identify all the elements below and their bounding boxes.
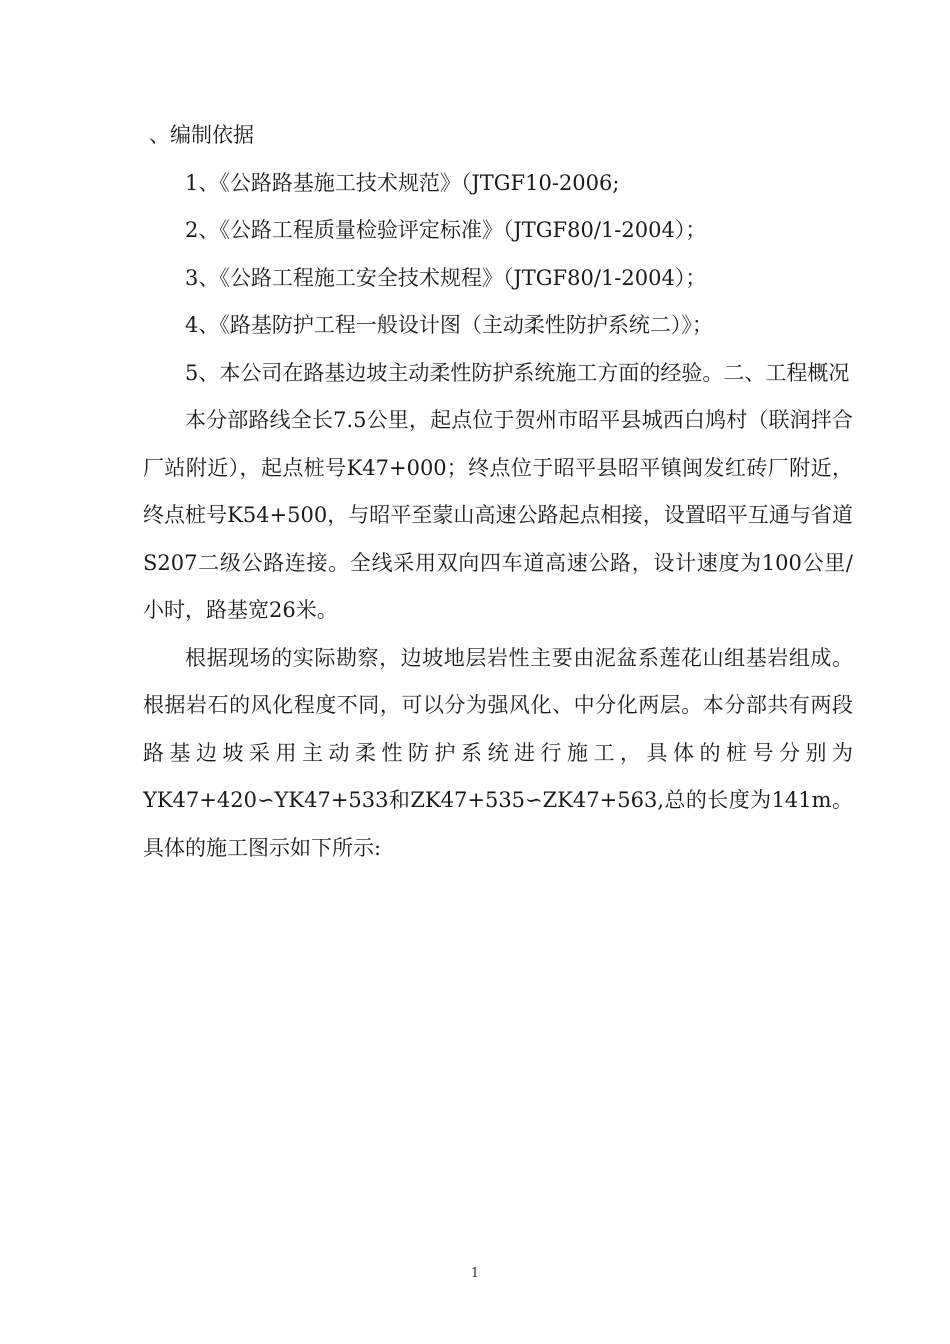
section-heading: 、编制依据 (149, 123, 254, 147)
page-number: 1 (470, 1266, 480, 1281)
basis-item-4: 4、《路基防护工程一般设计图（主动柔性防护系统二）》； (185, 313, 713, 337)
geology-paragraph: 根据现场的实际勘察，边坡地层岩性主要由泥盆系莲花山组基岩组成。根据岩石的风化程度不同，可以分为强风化、中分化两层。本分部共有两段路基边坡采用主动柔性防护系统进行施工，具体的桩号分别为YK47+420∽YK47+533和ZK47+535∽ZK47+563,总的长度为141m。具体的施工图示如下所示: (143, 645, 853, 860)
document-body (143, 112, 853, 872)
basis-item-1: 1、《公路路基施工技术规范》（JTGF10-2006; (185, 170, 620, 195)
basis-item-3: 3、《公路工程施工安全技术规程》（JTGF80/1-2004）； (185, 265, 707, 290)
project-overview-paragraph: 本分部路线全长7.5公里，起点位于贺州市昭平县城西白鸠村（联润拌合厂站附近），起点桩号K47+000；终点位于昭平县昭平镇闽发红砖厂附近，终点桩号K54+500，与昭平至蒙山高速公路起点相接，设置昭平互通与省道S207二级公路连接。全线采用双向四车道高速公路，设计速度为100公里/小时，路基宽26米。 (143, 408, 853, 622)
basis-item-5: 5、本公司在路基边坡主动柔性防护系统施工方面的经验。二、工程概况 (185, 360, 850, 385)
basis-item-2: 2、《公路工程质量检验评定标准》（JTGF80/1-2004）； (185, 218, 707, 242)
